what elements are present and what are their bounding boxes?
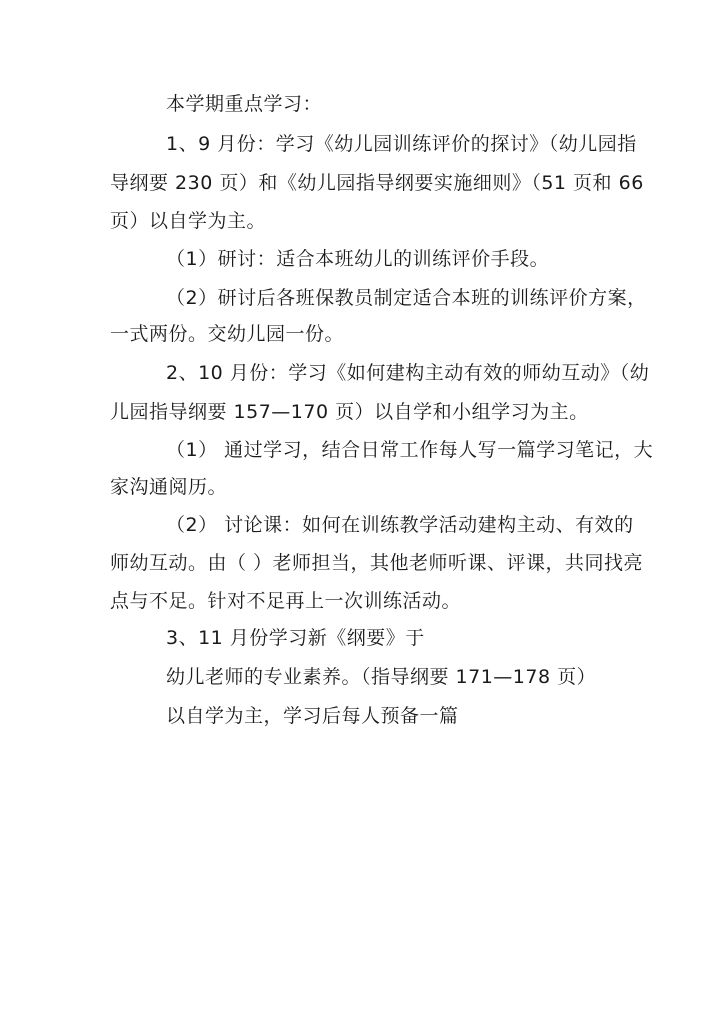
item-1-line-1: 1、9 月份：学习《幼儿园训练评价的探讨》（幼儿园指 xyxy=(166,133,637,155)
item-2-line-2: 儿园指导纲要 157—170 页）以自学和小组学习为主。 xyxy=(110,401,589,423)
item-3-line-1: 3、11 月份学习新《纲要》于 xyxy=(166,627,425,649)
item-1-line-3: 页）以自学为主。 xyxy=(110,210,267,232)
item-2-sub-1-line-1: （1） 通过学习，结合日常工作每人写一篇学习笔记，大 xyxy=(166,439,654,461)
item-3-line-3: 以自学为主，学习后每人预备一篇 xyxy=(166,705,459,727)
item-2-sub-2-line-3: 点与不足。针对不足再上一次训练活动。 xyxy=(110,590,462,612)
item-2-sub-1-line-2: 家沟通阅历。 xyxy=(110,476,228,498)
item-1-sub-2-line-1: （2）研讨后各班保教员制定适合本班的训练评价方案， xyxy=(166,287,647,309)
item-1-sub-1: （1）研讨：适合本班幼儿的训练评价手段。 xyxy=(166,248,550,270)
item-2-line-1: 2、10 月份：学习《如何建构主动有效的师幼互动》（幼 xyxy=(166,362,650,384)
item-1-sub-2-line-2: 一式两份。交幼儿园一份。 xyxy=(110,323,345,345)
heading-line: 本学期重点学习： xyxy=(166,93,323,115)
item-2-sub-2-line-2: 师幼互动。由（ ）老师担当，其他老师听课、评课，共同找亮 xyxy=(110,552,644,574)
item-2-sub-2-line-1: （2） 讨论课：如何在训练教学活动建构主动、有效的 xyxy=(166,514,634,536)
item-1-line-2: 导纲要 230 页）和《幼儿园指导纲要实施细则》（51 页和 66 xyxy=(110,172,644,194)
item-3-line-2: 幼儿老师的专业素养。（指导纲要 171—178 页） xyxy=(166,666,597,688)
